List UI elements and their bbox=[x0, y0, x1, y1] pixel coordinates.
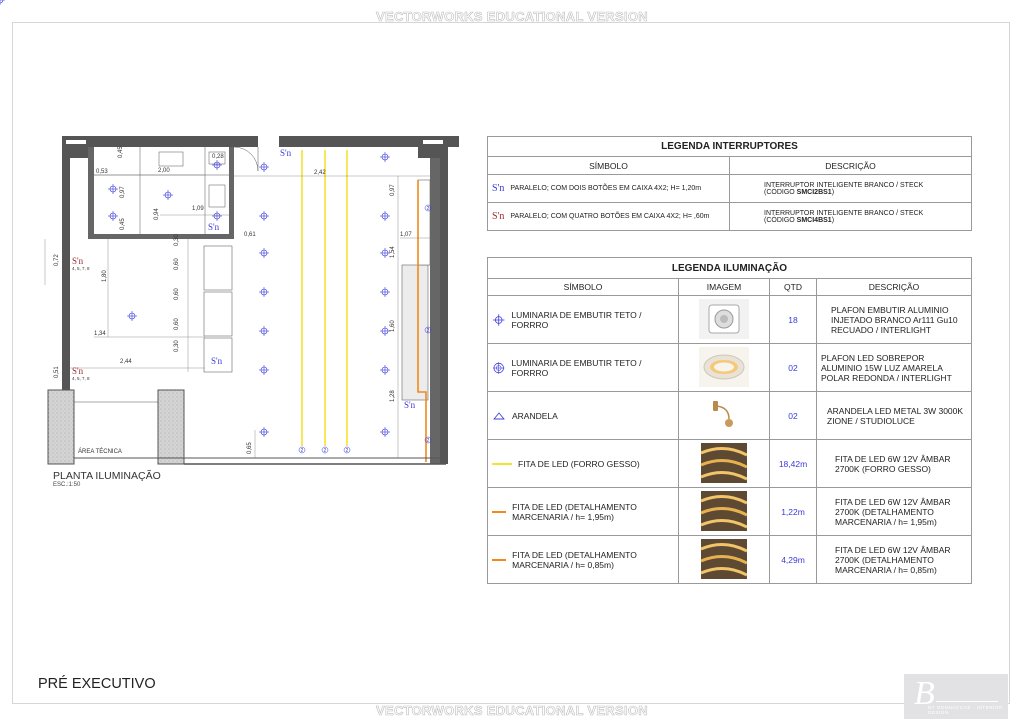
switch-symbol: S'n bbox=[492, 211, 505, 222]
table-row: LUMINARIA DE EMBUTIR TETO / FORRRO 18 PLAFON EMBUTIR ALUMINIO INJETADO BRANCO Ar111 Gu10 RECUADO / INTERLIGHT bbox=[488, 296, 972, 344]
svg-text:0,30: 0,30 bbox=[174, 234, 180, 246]
svg-text:1,54: 1,54 bbox=[390, 246, 396, 258]
led-strip-yellow-icon bbox=[492, 463, 512, 465]
svg-text:0,30: 0,30 bbox=[174, 340, 180, 352]
area-label: ÁREA TÉCNICA bbox=[78, 449, 122, 455]
svg-text:2: 2 bbox=[345, 448, 349, 454]
led-strip-photo bbox=[701, 443, 747, 483]
svg-text:0,97: 0,97 bbox=[390, 184, 396, 196]
svg-text:0,45: 0,45 bbox=[118, 146, 124, 158]
partitions bbox=[88, 147, 258, 239]
sconce-photo bbox=[699, 395, 749, 435]
table-row: FITA DE LED (DETALHAMENTO MARCENARIA / h= 0,85m) 4,29m FITA DE LED 6W 12V ÂMBAR 2700K (DETALHAMENTO MARCENARIA / h= 0,85m) bbox=[488, 536, 972, 584]
svg-text:2: 2 bbox=[426, 438, 430, 444]
svg-text:S'n: S'n bbox=[208, 222, 220, 232]
svg-text:2: 2 bbox=[323, 448, 327, 454]
switch-legend-title: LEGENDA INTERRUPTORES bbox=[488, 137, 972, 157]
table-row: S'n PARALELO; COM QUATRO BOTÕES EM CAIXA 4X2; H= ,60m INTERRUPTOR INTELIGENTE BRANCO / STECK (CÓDIGO SMCI4BS1) bbox=[488, 203, 972, 231]
led-strip-orange-icon bbox=[492, 559, 506, 561]
svg-text:0,60: 0,60 bbox=[174, 288, 180, 300]
wall-sconce-icon bbox=[492, 409, 506, 423]
svg-text:0,45: 0,45 bbox=[120, 218, 126, 230]
table-row: S'n PARALELO; COM DOIS BOTÕES EM CAIXA 4X2; H= 1,20m INTERRUPTOR INTELIGENTE BRANCO / STECK (CÓDIGO SMCI2BS1) bbox=[488, 175, 972, 203]
svg-text:0,94: 0,94 bbox=[154, 208, 160, 220]
project-stage: PRÉ EXECUTIVO bbox=[38, 676, 156, 692]
table-row: ARANDELA 02 ARANDELA LED METAL 3W 3000K ZIONE / STUDIOLUCE bbox=[488, 392, 972, 440]
header-description: DESCRIÇÃO bbox=[730, 157, 972, 175]
round-plafon-photo bbox=[699, 347, 749, 387]
studio-logo: B BY GENNACCAS · INTERIOR DESIGN bbox=[904, 674, 1008, 719]
led-strip-orange-icon bbox=[492, 511, 506, 513]
svg-text:S'n: S'n bbox=[211, 356, 223, 366]
watermark-bottom: VECTORWORKS EDUCATIONAL VERSION bbox=[376, 703, 648, 718]
svg-text:S'n: S'n bbox=[72, 366, 84, 376]
recessed-lights bbox=[0, 0, 5, 5]
lighting-legend-table: LEGENDA ILUMINAÇÃO SÍMBOLO IMAGEM QTD DESCRIÇÃO LUMINARIA DE EMBUTIR TETO / FORRRO 18 PLAFON EMBUTIR ALUMINIO INJETADO BRANCO Ar111 Gu10 RECUADO / INTERLIGHT LUMINARIA DE EMBUTIR TETO / FORRRO 02 PLAFON LED SOBREPOR ALUMINIO 15W LUZ AMARELA POLAR REDONDA / INTERLIGHT ARANDELA 02 ARANDELA LED METAL 3W 3000K ZIONE / STUDIOLUCE FITA DE LED (FORRO GESSO) 18,42m FITA DE LED 6W 12V ÂMBAR 2700K (FORRO GESSO) FITA DE LED (DETALHAMENTO MARCENARIA / h= 1,95m) 1,22m FITA DE LED 6W 12V ÂMBAR 2700K (DETALHAMENTO MARCENARIA / h= 1,95m) FITA DE LED (DETALHAMENTO MARCENARIA / h= 0,85m) 4,29m FITA DE LED 6W 12V ÂMBAR 2700K (DETALHAMENTO MARCENARIA / h= 0,85m) bbox=[487, 257, 972, 584]
svg-text:2,42: 2,42 bbox=[314, 170, 326, 176]
svg-text:0,53: 0,53 bbox=[96, 169, 108, 175]
svg-text:1,34: 1,34 bbox=[94, 331, 106, 337]
svg-text:1,80: 1,80 bbox=[102, 270, 108, 282]
svg-text:0,60: 0,60 bbox=[174, 318, 180, 330]
lighting-legend-title: LEGENDA ILUMINAÇÃO bbox=[488, 258, 972, 279]
spotlight-photo bbox=[699, 299, 749, 339]
svg-text:2: 2 bbox=[300, 448, 304, 454]
table-row: LUMINARIA DE EMBUTIR TETO / FORRRO 02 PLAFON LED SOBREPOR ALUMINIO 15W LUZ AMARELA POLAR REDONDA / INTERLIGHT bbox=[488, 344, 972, 392]
svg-text:0,97: 0,97 bbox=[120, 186, 126, 198]
led-strip-photo bbox=[701, 491, 747, 531]
svg-text:0,28: 0,28 bbox=[212, 154, 224, 160]
plan-title: PLANTA ILUMINAÇÃO bbox=[53, 470, 161, 482]
svg-text:2: 2 bbox=[426, 206, 430, 212]
plan-scale: ESC.:1:50 bbox=[53, 482, 81, 488]
svg-text:1,60: 1,60 bbox=[390, 320, 396, 332]
svg-text:0,60: 0,60 bbox=[174, 258, 180, 270]
svg-text:2,44: 2,44 bbox=[120, 359, 132, 365]
svg-text:0,61: 0,61 bbox=[244, 232, 256, 238]
svg-text:4, 5, 7, 8: 4, 5, 7, 8 bbox=[72, 266, 90, 271]
surface-light-icon bbox=[492, 361, 505, 375]
svg-text:S'n: S'n bbox=[280, 148, 292, 158]
lighting-floor-plan bbox=[0, 0, 480, 500]
walls bbox=[62, 136, 459, 464]
svg-text:1,28: 1,28 bbox=[390, 390, 396, 402]
switch-legend-table bbox=[487, 136, 972, 231]
watermark-top: VECTORWORKS EDUCATIONAL VERSION bbox=[376, 9, 648, 24]
svg-text:2,00: 2,00 bbox=[158, 168, 170, 174]
recessed-light-icon bbox=[492, 313, 505, 327]
svg-text:2: 2 bbox=[426, 328, 430, 334]
svg-text:0,51: 0,51 bbox=[54, 366, 60, 378]
table-row: FITA DE LED (FORRO GESSO) 18,42m FITA DE LED 6W 12V ÂMBAR 2700K (FORRO GESSO) bbox=[488, 440, 972, 488]
led-strip-photo bbox=[701, 539, 747, 579]
switch-symbol: S'n bbox=[492, 183, 505, 194]
svg-text:S'n: S'n bbox=[404, 400, 416, 410]
svg-text:4, 5, 7, 8: 4, 5, 7, 8 bbox=[72, 376, 90, 381]
cabinetry bbox=[204, 246, 232, 372]
svg-text:1,09: 1,09 bbox=[192, 206, 204, 212]
svg-text:S'n: S'n bbox=[72, 256, 84, 266]
svg-text:1,07: 1,07 bbox=[400, 232, 412, 238]
svg-text:0,65: 0,65 bbox=[247, 442, 253, 454]
led-strips-ceiling bbox=[302, 150, 347, 446]
header-symbol: SÍMBOLO bbox=[488, 157, 730, 175]
svg-text:0,72: 0,72 bbox=[54, 254, 60, 266]
table-row: FITA DE LED (DETALHAMENTO MARCENARIA / h= 1,95m) 1,22m FITA DE LED 6W 12V ÂMBAR 2700K (DETALHAMENTO MARCENARIA / h= 1,95m) bbox=[488, 488, 972, 536]
